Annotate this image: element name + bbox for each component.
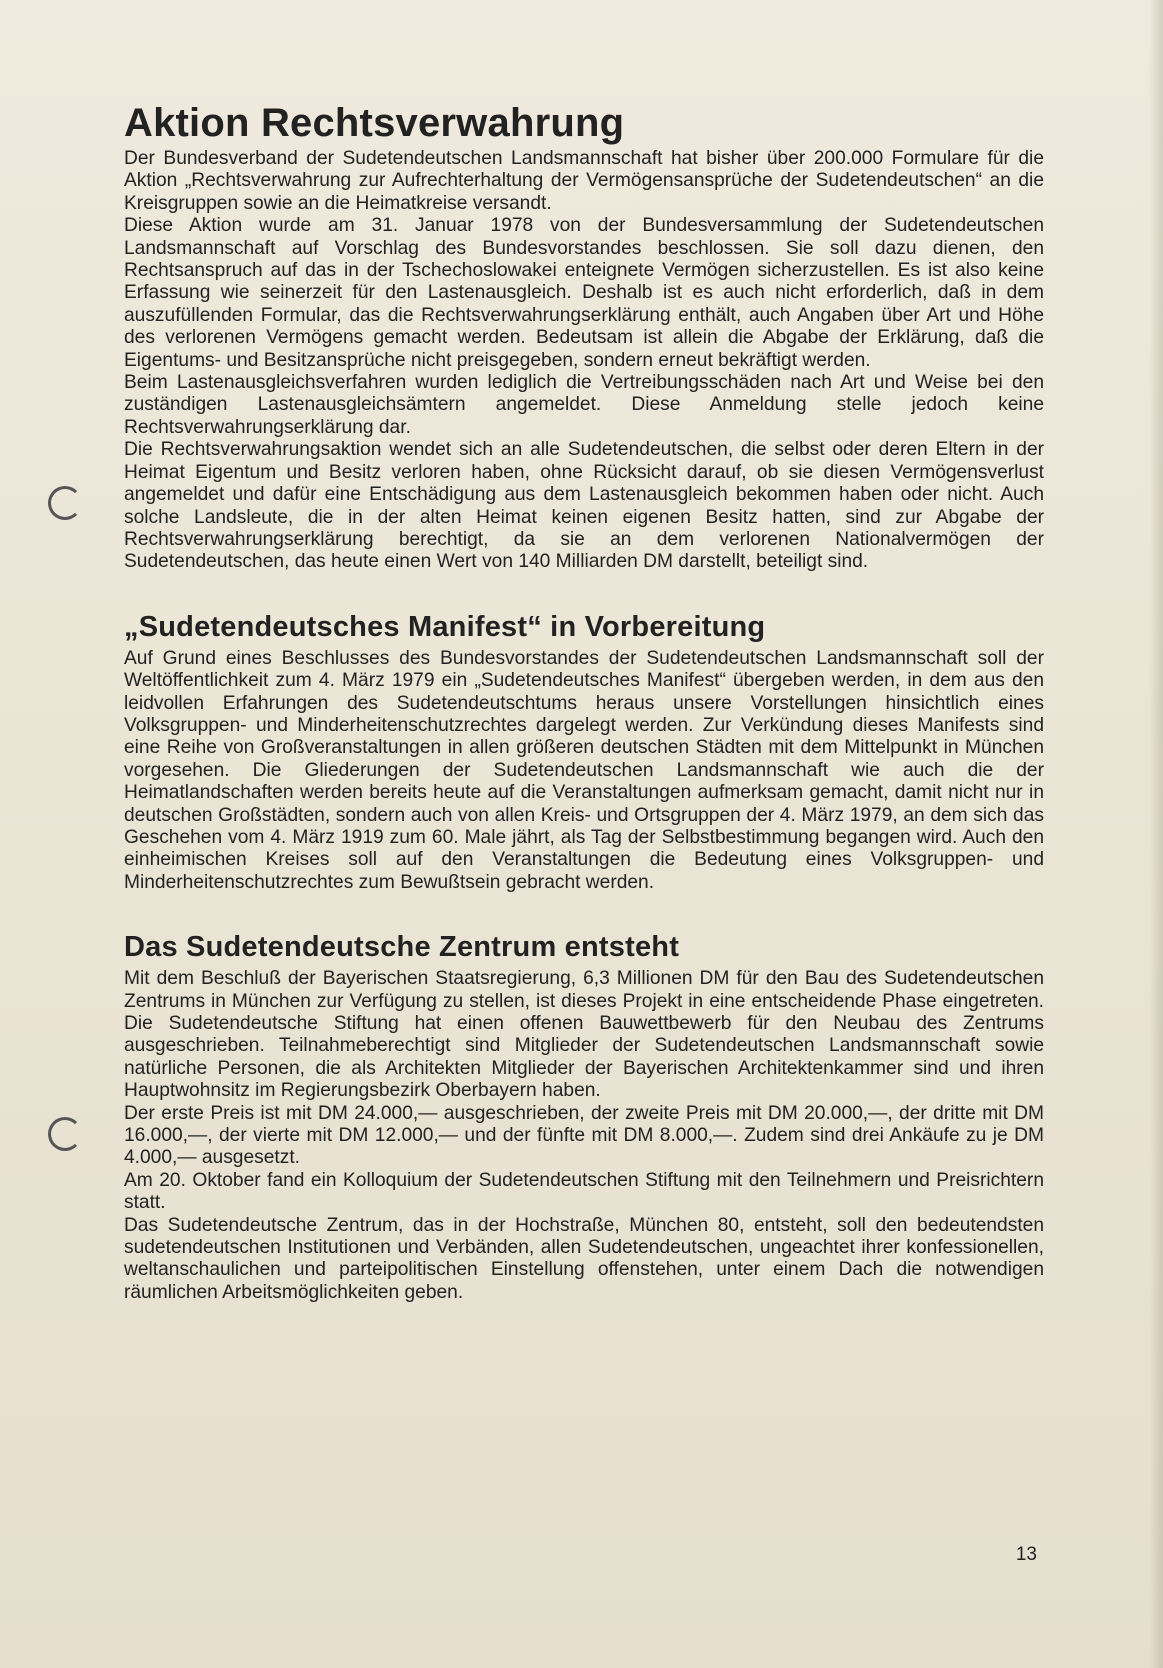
section-title: „Sudetendeutsches Manifest“ in Vorbereitung (124, 610, 766, 643)
paragraph: Die Rechtsverwahrungsaktion wendet sich an alle Sudetendeutschen, die selbst oder deren Eltern in der Heimat Eigentum und Besitz verloren haben, ohne Rücksicht darauf, ob sie diesen Vermögensverlust angemeldet und dafür eine Entschädigung aus dem Lastenausgleich bekommen haben oder nicht. Auch solche Landsleute, die in der alten Heimat keinen eigenen Besitz hatten, sind zur Abgabe der Rechtsverwahrungserklärung berechtigt, da sie an dem verlorenen Nationalvermögen der Sudetendeutschen, das heute einen Wert von 140 Milliarden DM darstellt, beteiligt sind. (124, 439, 1044, 573)
paragraph: Das Sudetendeutsche Zentrum, das in der Hochstraße, München 80, entsteht, soll den bedeutendsten sudetendeutschen Institutionen und Verbänden, allen Sudetendeutschen, ungeachtet ihrer konfessionellen, weltanschaulichen und parteipolitischen Einstellung offenstehen, unter einem Dach die notwendigen räumlichen Arbeitsmöglichkeiten geben. (124, 1214, 1044, 1303)
paragraph: Auf Grund eines Beschlusses des Bundesvorstandes der Sudetendeutschen Landsmannschaft soll der Weltöffentlichkeit zum 4. März 1979 ein „Sudetendeutsches Manifest“ übergeben werden, in dem aus den leidvollen Erfahrungen des Sudetendeutschtums heraus unsere Vorstellungen hinsichtlich eines Volksgruppen- und Minderheitenschutzrechtes dargelegt werden. Zur Verkündung dieses Manifests sind eine Reihe von Großveranstaltungen in allen größeren deutschen Städten mit dem Mittelpunkt in München vorgesehen. Die Gliederungen der Sudetendeutschen Landsmannschaft wie auch die der Heimatlandschaften werden bereits heute auf die Veranstaltungen aufmerksam gemacht, damit nicht nur in deutschen Großstädten, sondern auch von allen Kreis- und Ortsgruppen der 4. März 1979, an dem sich das Geschehen vom 4. März 1919 zum 60. Male jährt, als Tag der Selbstbestimmung begangen wird. Auch den einheimischen Kreises soll auf den Veranstaltungen die Bedeutung eines Volksgruppen- und Minderheitenschutzrechtes zum Bewußtsein gebracht werden. (124, 647, 1044, 893)
punch-hole (48, 1117, 82, 1151)
paragraph: Der erste Preis ist mit DM 24.000,— ausgeschrieben, der zweite Preis mit DM 20.000,—, der dritte mit DM 16.000,—, der vierte mit DM 12.000,— und der fünfte mit DM 8.000,—. Zudem sind drei Ankäufe zu je DM 4.000,— ausgesetzt. (124, 1102, 1044, 1169)
paragraph: Beim Lastenausgleichsverfahren wurden lediglich die Vertreibungsschäden nach Art und Weise bei den zuständigen Lastenausgleichsämtern angemeldet. Diese Anmeldung stelle jedoch keine Rechtsverwahrungserklärung dar. (124, 372, 1044, 438)
paragraph: Mit dem Beschluß der Bayerischen Staatsregierung, 6,3 Millionen DM für den Bau des Sudetendeutschen Zentrums in München zur Verfügung zu stellen, ist dieses Projekt in eine entscheidende Phase eingetreten. Die Sudetendeutsche Stiftung hat einen offenen Bauwettbewerb für den Neubau des Zentrums ausgeschrieben. Teilnahmeberechtigt sind Mitglieder der Sudetendeutschen Landsmannschaft sowie natürliche Personen, die als Architekten Mitglieder der Bayerischen Architektenkammer sind und ihren Hauptwohnsitz im Regierungsbezirk Oberbayern haben. (124, 968, 1044, 1102)
section-title: Das Sudetendeutsche Zentrum entsteht (124, 931, 680, 964)
section-sudetendeutsches-manifest (124, 610, 1044, 894)
paragraph: Diese Aktion wurde am 31. Januar 1978 von der Bundesversammlung der Sudetendeutschen Landsmannschaft auf Vorschlag des Bundesvorstandes beschlossen. Sie soll dazu dienen, den Rechtsanspruch auf das in der Tschechoslowakei enteignete Vermögen sicherzustellen. Es ist also keine Erfassung wie seinerzeit für den Lastenausgleich. Deshalb ist es auch nicht erforderlich, daß in dem auszufüllenden Formular, das die Rechtsverwahrungserklärung enthält, auch Angaben über Art und Höhe des verlorenen Vermögens gemacht werden. Bedeutsam ist allein die Abgabe der Erklärung, daß die Eigentums- und Besitzansprüche nicht preisgegeben, sondern erneut bekräftigt werden. (124, 215, 1044, 371)
punch-hole (48, 486, 82, 520)
page-number: 13 (1015, 1544, 1037, 1565)
paragraph: Der Bundesverband der Sudetendeutschen Landsmannschaft hat bisher über 200.000 Formulare für die Aktion „Rechtsverwahrung zur Aufrechterhaltung der Vermögensansprüche der Sudetendeutschen“ an die Kreisgruppen sowie an die Heimatkreise versandt. (124, 148, 1044, 214)
section-sudetendeutsche-zentrum (124, 930, 1044, 1304)
page-content (124, 100, 1044, 1304)
section-aktion-rechtsverwahrung (124, 100, 1044, 574)
paragraph: Am 20. Oktober fand ein Kolloquium der Sudetendeutschen Stiftung mit den Teilnehmern und Preisrichtern statt. (124, 1169, 1044, 1214)
section-title: Aktion Rechtsverwahrung (124, 101, 625, 145)
